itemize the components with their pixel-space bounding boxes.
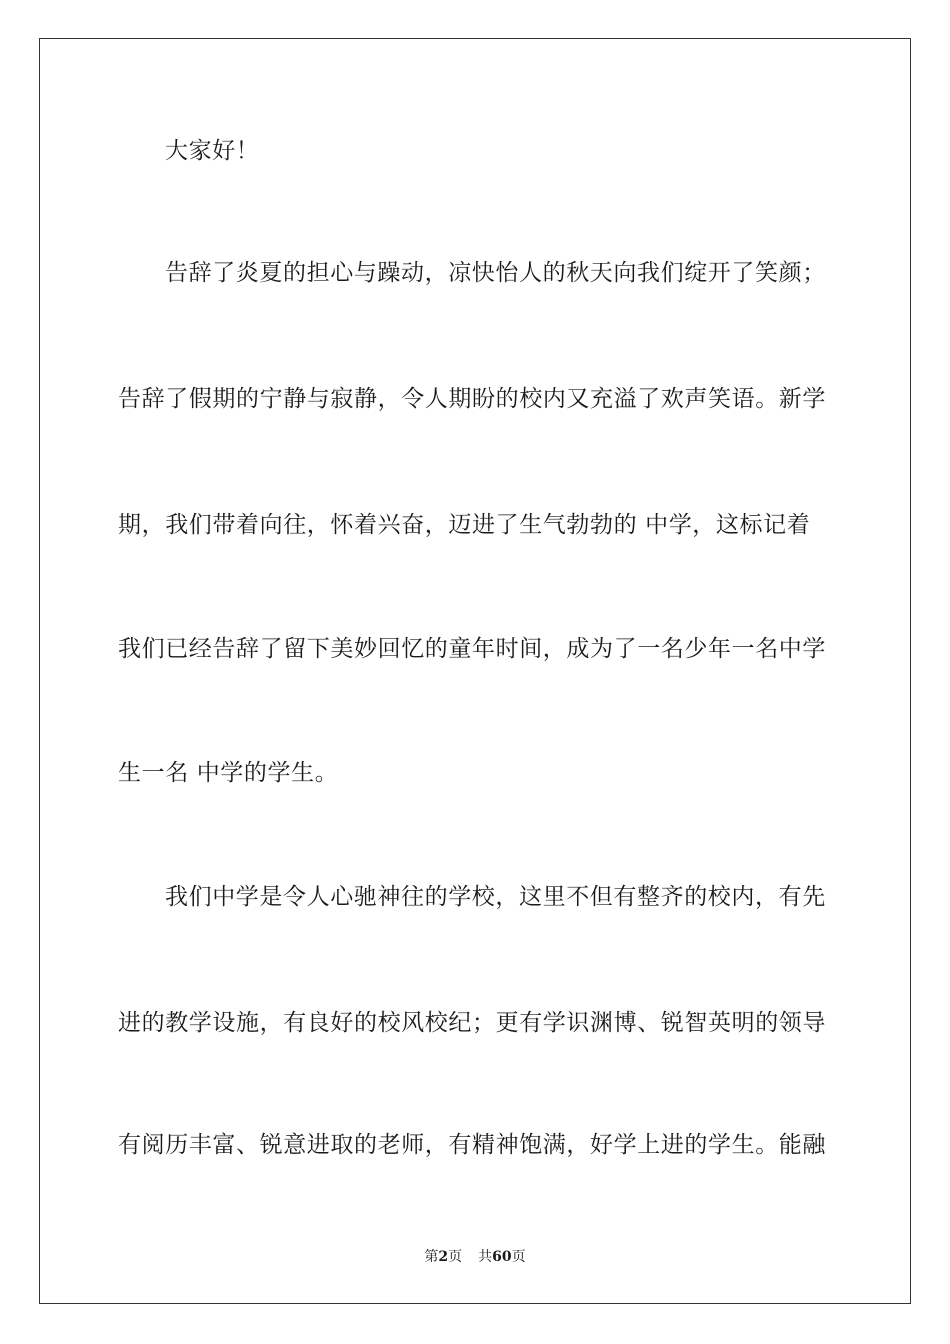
total-suffix: 页 — [511, 1249, 526, 1265]
text-line-5: 生一名 中学的学生。 — [118, 760, 339, 786]
total-pages: 60 — [492, 1249, 512, 1265]
page-footer — [0, 1248, 950, 1266]
total-prefix: 共 — [478, 1249, 493, 1265]
text-line-1: 告辞了炎夏的担心与躁动，凉快怡人的秋天向我们绽开了笑颜； — [165, 260, 826, 286]
text-line-4: 我们已经告辞了留下美妙回忆的童年时间，成为了一名少年一名中学 — [118, 636, 826, 662]
page-prefix: 第 — [424, 1249, 439, 1265]
text-line-7: 进的教学设施，有良好的校风校纪；更有学识渊博、锐智英明的领导 — [118, 1010, 826, 1036]
text-line-6: 我们中学是令人心驰神往的学校，这里不但有整齐的校内，有先 — [165, 884, 826, 910]
greeting-line: 大家好！ — [165, 138, 260, 164]
text-line-2: 告辞了假期的宁静与寂静，令人期盼的校内又充溢了欢声笑语。新学 — [118, 386, 826, 412]
page-number: 2 — [438, 1249, 449, 1265]
page-suffix: 页 — [448, 1249, 463, 1265]
text-line-8: 有阅历丰富、锐意进取的老师，有精神饱满，好学上进的学生。能融 — [118, 1132, 826, 1158]
page-border — [39, 38, 911, 1304]
text-line-3: 期，我们带着向往，怀着兴奋，迈进了生气勃勃的 中学，这标记着 — [118, 512, 811, 538]
